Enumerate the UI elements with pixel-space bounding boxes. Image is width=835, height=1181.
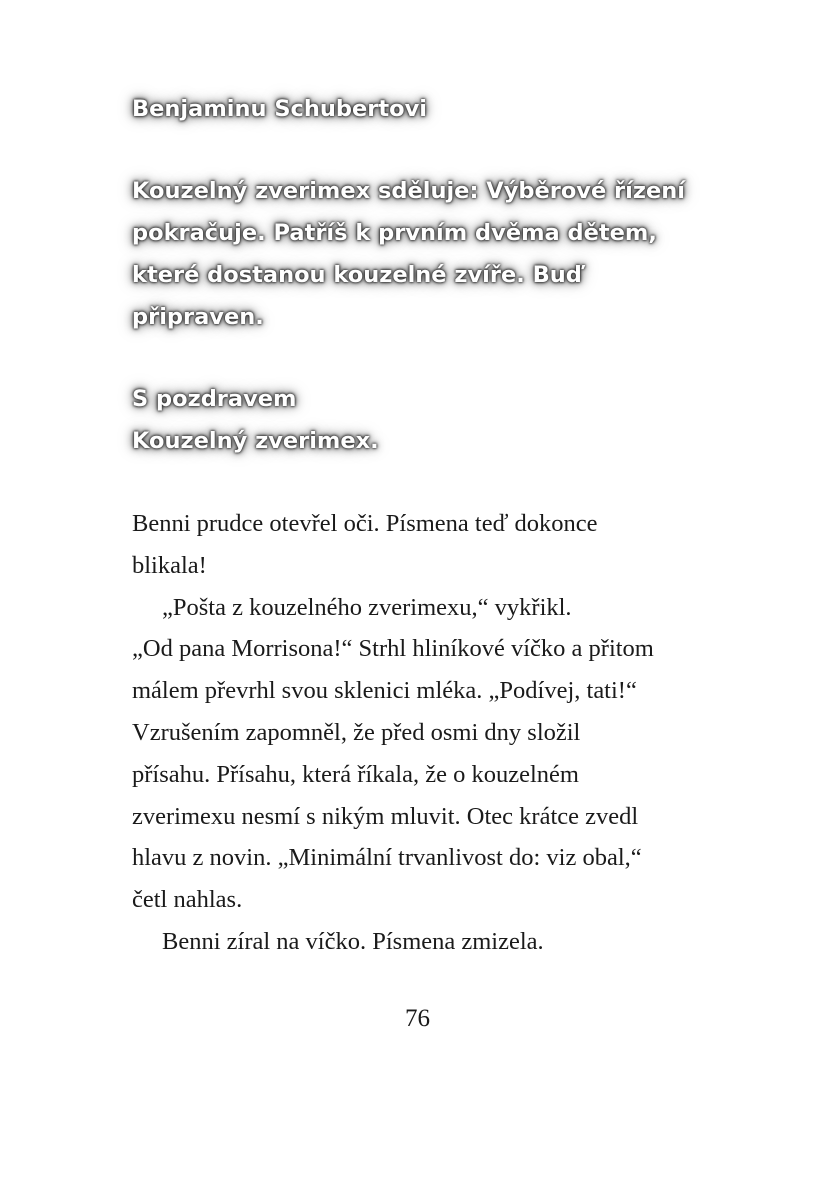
paragraph	[132, 921, 752, 963]
text-line: Benni prudce otevřel oči. Písmena teď dokonce	[132, 510, 598, 537]
text-line: přísahu. Přísahu, která říkala, že o kouzelném	[132, 760, 579, 788]
magic-letter-message	[132, 170, 685, 338]
magic-letter-greeting	[132, 88, 427, 130]
text-line: „Od pana Morrisona!“ Strhl hliníkové víčko a přitom	[132, 635, 654, 663]
message-line: které dostanou kouzelné zvíře. Buď	[132, 262, 582, 288]
message-line: připraven.	[132, 304, 264, 330]
text-line: „Pošta z kouzelného zverimexu,“ vykřikl.	[162, 593, 572, 621]
paragraph	[132, 503, 752, 587]
text-line: Vzrušením zapomněl, že před osmi dny složil	[132, 718, 581, 746]
greeting-line: Benjaminu Schubertovi	[132, 96, 427, 122]
story-text	[132, 503, 752, 963]
text-line: Benni zíral na víčko. Písmena zmizela.	[162, 927, 544, 955]
closing-line: S pozdravem	[132, 386, 297, 412]
message-line: Kouzelný zverimex sděluje: Výběrové řízení	[132, 178, 685, 204]
text-line: hlavu z novin. „Minimální trvanlivost do: viz obal,“	[132, 844, 642, 872]
magic-letter-closing	[132, 378, 379, 462]
text-line: blikala!	[132, 551, 207, 579]
text-line: zverimexu nesmí s nikým mluvit. Otec krátce zvedl	[132, 802, 639, 830]
closing-line: Kouzelný zverimex.	[132, 428, 379, 454]
message-line: pokračuje. Patříš k prvním dvěma dětem,	[132, 220, 657, 246]
page-number: 76	[405, 1005, 430, 1032]
text-line: málem převrhl svou sklenici mléka. „Podívej, tati!“	[132, 677, 637, 705]
text-line: četl nahlas.	[132, 886, 243, 914]
paragraph	[132, 587, 752, 921]
